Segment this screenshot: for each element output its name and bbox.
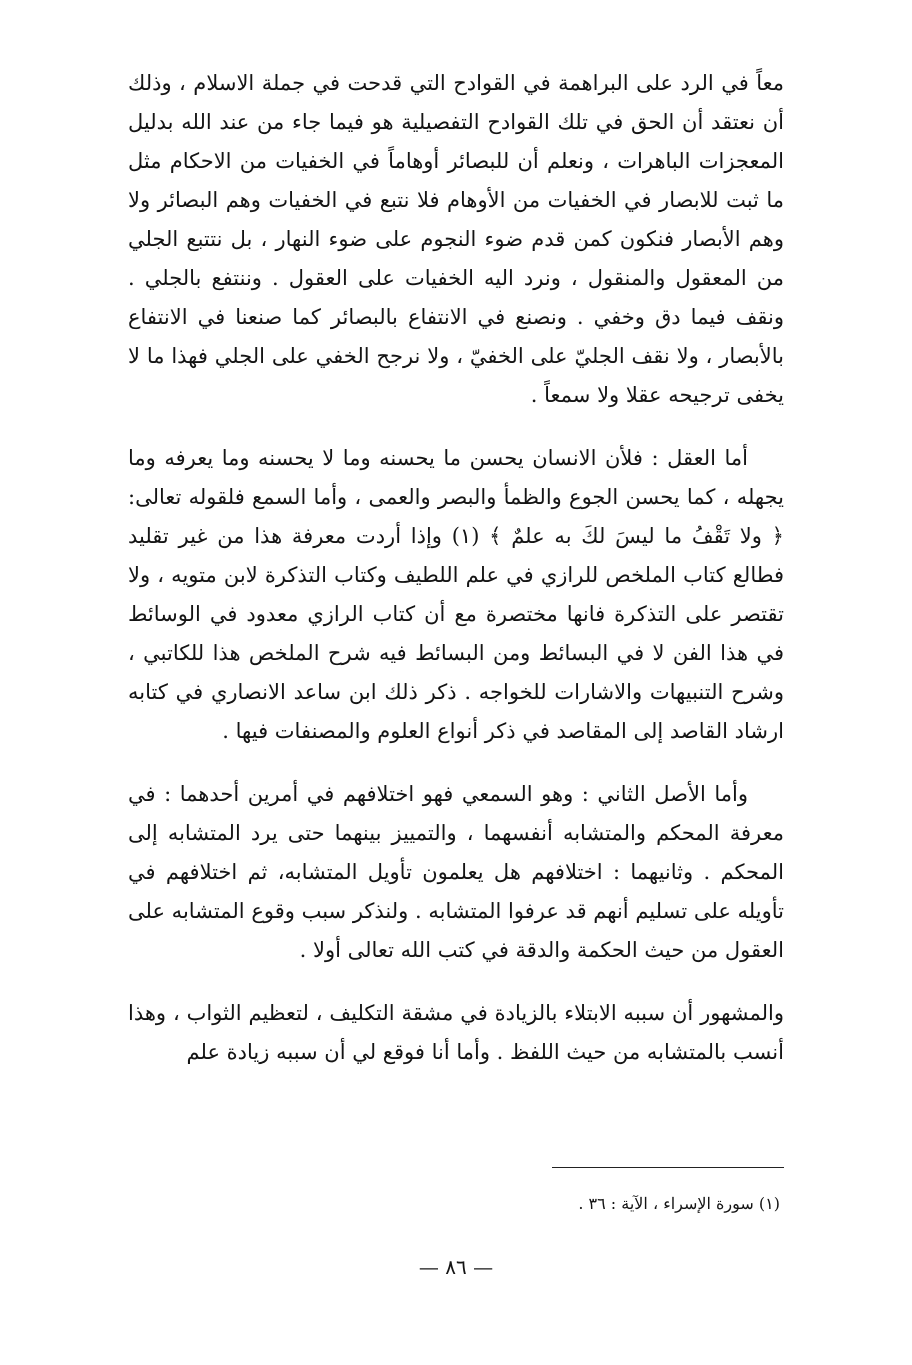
footnote: (١) سورة الإسراء ، الآية : ٣٦ .: [578, 1194, 780, 1213]
paragraph-4: والمشهور أن سببه الابتلاء بالزيادة في مشقة التكليف ، لتعظيم الثواب ، وهذا أنسب بالمتشابه من حيث اللفظ . وأما أنا فوقع لي أن سببه زيادة علم: [128, 1001, 784, 1064]
paragraph-3: وأما الأصل الثاني : وهو السمعي فهو اختلافهم في أمرين أحدهما : في معرفة المحكم والمتشابه أنفسهما ، والتمييز بينهما حتى يرد المتشابه إلى المحكم . وثانيهما : اختلافهم هل يعلمون تأويل المتشابه، ثم اختلافهم في تأويله على تسليم أنهم قد عرفوا المتشابه . ولنذكر سبب وقوع المتشابه على العقول من حيث الحكمة والدقة في كتب الله تعالى أولا .: [128, 782, 784, 962]
page-number: — ٨٦ —: [418, 1255, 494, 1279]
paragraph-1: معاً في الرد على البراهمة في القوادح التي قدحت في جملة الاسلام ، وذلك أن نعتقد أن الحق في تلك القوادح التفصيلية هو فيما جاء من عند الله بدليل المعجزات الباهرات ، ونعلم أن للبصائر أوهاماً في الخفيات من الاحكام مثل ما ثبت للابصار في الخفيات من الأوهام فلا نتبع في الخفيات وهم البصائر ولا وهم الأبصار فنكون كمن قدم ضوء النجوم على ضوء النهار ، بل نتتبع الجلي من المعقول والمنقول ، ونرد اليه الخفيات على العقول . وننتفع بالجلي . ونقف فيما دق وخفي . ونصنع في الانتفاع بالبصائر كما صنعنا في الانتفاع بالأبصار ، ولا نقف الجليّ على الخفيّ ، ولا نرجح الخفي على الجلي فهذا ما لا يخفى ترجيحه عقلا ولا سمعاً .: [128, 71, 784, 407]
paragraph-2: أما العقل : فلأن الانسان يحسن ما يحسنه وما لا يحسنه وما يعرفه وما يجهله ، كما يحسن الجوع والظمأ والبصر والعمى ، وأما السمع فلقوله تعالى: ﴿ ولا تَقْفُ ما ليسَ لكَ به علمٌ ﴾ (١) وإذا أردت معرفة هذا من غير تقليد فطالع كتاب الملخص للرازي في علم اللطيف وكتاب التذكرة لابن متويه ، ولا تقتصر على التذكرة فانها مختصرة مع أن كتاب الرازي معدود في الوسائط في هذا الفن لا في البسائط ومن البسائط فيه شرح الملخص هذا للكاتبي ، وشرح التنبيهات والاشارات للخواجه . ذكر ذلك ابن ساعد الانصاري في كتابه ارشاد القاصد إلى المقاصد في ذكر أنواع العلوم والمصنفات فيها .: [128, 446, 784, 743]
main-text: [128, 64, 784, 1072]
footnote-divider: [552, 1167, 784, 1168]
